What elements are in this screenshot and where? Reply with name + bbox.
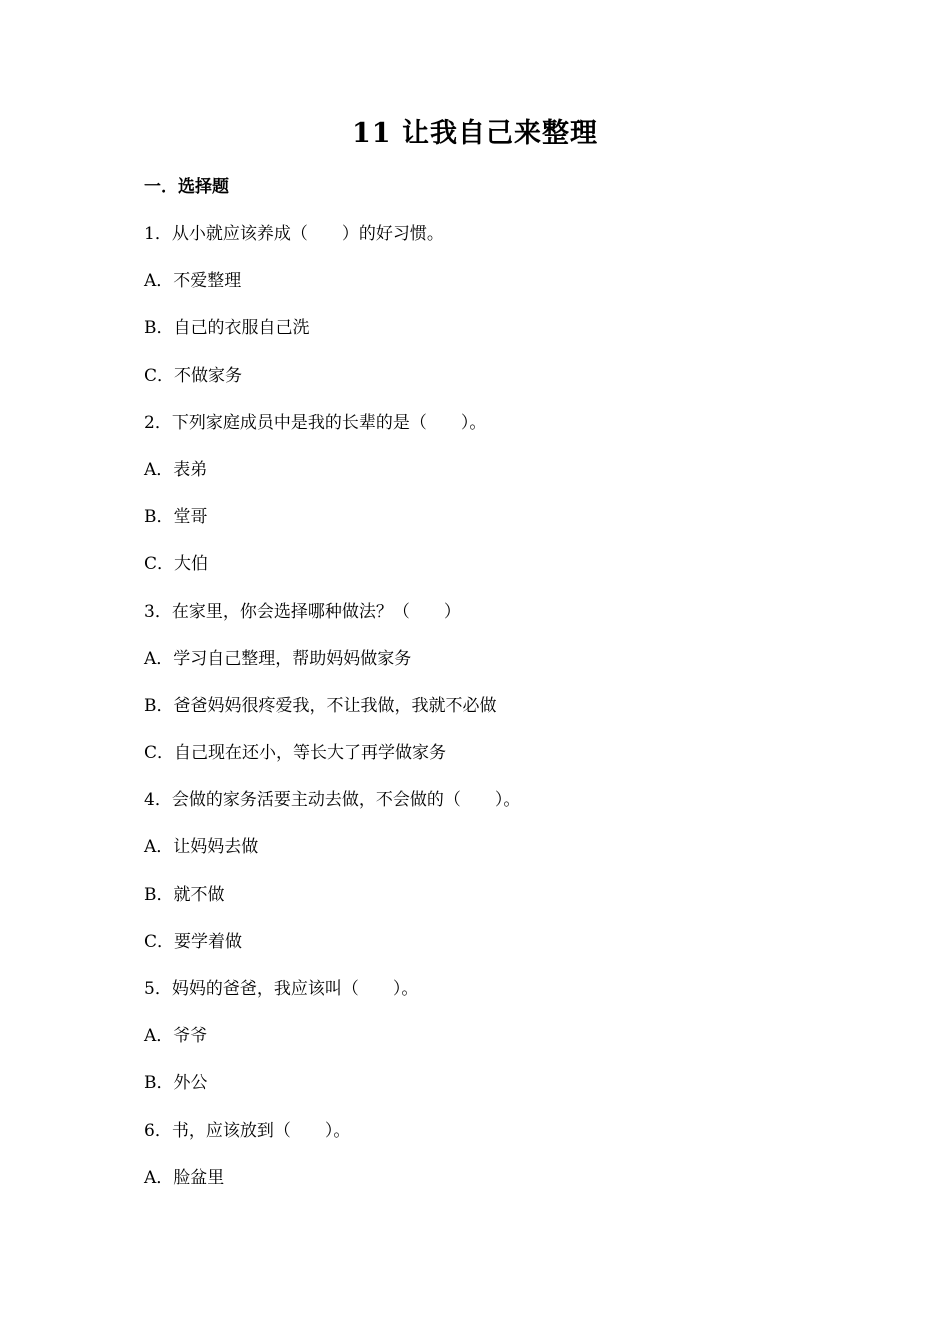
- question-2-option-b: B．堂哥: [144, 507, 208, 528]
- question-3-option-c: C．自己现在还小，等长大了再学做家务: [144, 743, 447, 764]
- question-3-option-a: A．学习自己整理，帮助妈妈做家务: [144, 648, 412, 669]
- question-6-stem: 6．书，应该放到（ ）。: [144, 1120, 351, 1141]
- question-4-stem: 4．会做的家务活要主动去做，不会做的（ ）。: [144, 790, 521, 811]
- question-2-option-a: A．表弟: [144, 459, 208, 480]
- question-2-stem: 2．下列家庭成员中是我的长辈的是（ ）。: [144, 412, 487, 433]
- question-1-option-c: C．不做家务: [144, 365, 243, 386]
- question-3-stem: 3．在家里，你会选择哪种做法？（ ）: [144, 601, 461, 622]
- question-6-option-a: A．脸盆里: [144, 1167, 225, 1188]
- question-1-stem: 1．从小就应该养成（ ）的好习惯。: [144, 224, 444, 244]
- question-5-option-a: A．爷爷: [144, 1026, 208, 1047]
- question-5-option-b: B．外公: [144, 1073, 208, 1094]
- question-4-option-b: B．就不做: [144, 884, 225, 905]
- question-2-option-c: C．大伯: [144, 554, 209, 575]
- question-1-option-b: B．自己的衣服自己洗: [144, 318, 310, 339]
- question-4-option-a: A．让妈妈去做: [144, 837, 259, 858]
- document-title: 11 让我自己来整理: [352, 118, 598, 149]
- question-1-option-a: A．不爱整理: [144, 271, 242, 292]
- question-5-stem: 5．妈妈的爸爸，我应该叫（ ）。: [144, 979, 419, 999]
- question-list: [144, 222, 844, 1213]
- question-4-option-c: C．要学着做: [144, 931, 243, 952]
- section-heading: 一．选择题: [144, 177, 229, 197]
- question-3-option-b: B．爸爸妈妈很疼爱我，不让我做，我就不必做: [144, 695, 497, 716]
